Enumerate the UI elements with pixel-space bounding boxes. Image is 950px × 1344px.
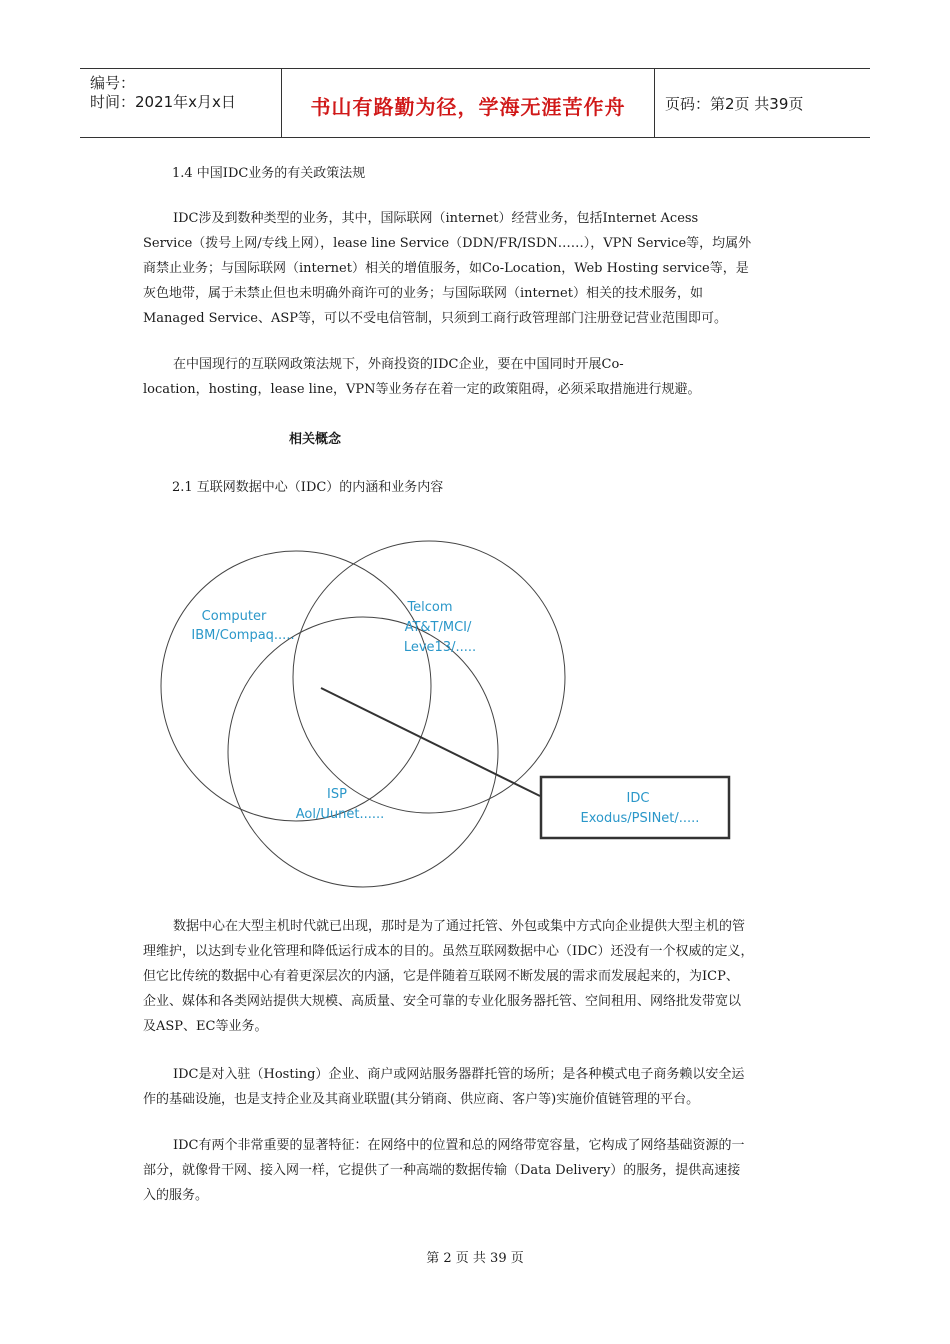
page-info: 页码：第2页 共39页 — [665, 95, 804, 113]
text-line: 商禁止业务；与国际联网（internet）相关的增值服务，如Co-Location，Web Hosting service等，是 — [143, 261, 749, 276]
isp-examples: Aol/Uunet...... — [295, 807, 385, 822]
telcom-circle — [293, 541, 565, 813]
text-line: 部分，就像骨干网、接入网一样，它提供了一种高端的数据传输（Data Delivery）的服务，提供高速接 — [143, 1163, 741, 1178]
text-line: IDC有两个非常重要的显著特征：在网络中的位置和总的网络带宽容量，它构成了网络基础资源的一 — [173, 1138, 745, 1153]
page-footer: 第 2 页 共 39 页 — [426, 1251, 524, 1266]
motto: 书山有路勤为径，学海无涯苦作舟 — [310, 95, 626, 119]
computer-circle — [161, 551, 431, 821]
number-label: 编号： — [90, 74, 136, 92]
text-line: 在中国现行的互联网政策法规下，外商投资的IDC企业，要在中国同时开展Co- — [173, 357, 624, 372]
paragraph-data-center-history — [143, 914, 813, 1039]
time-label: 时间：2021年x月x日 — [90, 93, 236, 111]
telcom-examples: AT&T/MCI/ — [404, 620, 472, 635]
text-line: Managed Service、ASP等，可以不受电信管制，只须到工商行政管理部门注册登记营业范围即可。 — [143, 311, 727, 326]
section-2-1-title: 2.1 互联网数据中心（IDC）的内涵和业务内容 — [172, 480, 444, 495]
text-line: 企业、媒体和各类网站提供大规模、高质量、安全可靠的专业化服务器托管、空间租用、网络批发带宽以 — [143, 994, 742, 1009]
paragraph-idc-features — [143, 1133, 813, 1208]
idc-box — [541, 777, 729, 838]
section-1-4-title: 1.4 中国IDC业务的有关政策法规 — [172, 166, 366, 181]
text-line: 但它比传统的数据中心有着更深层次的内涵，它是伴随着互联网不断发展的需求而发展起来的，为ICP、 — [143, 969, 739, 984]
computer-examples: IBM/Compaq..... — [191, 628, 295, 643]
idc-examples: Exodus/PSINet/..... — [580, 811, 700, 826]
text-line: 入的服务。 — [143, 1188, 209, 1203]
text-line: 灰色地带，属于未禁止但也未明确外商许可的业务；与国际联网（internet）相关的技术服务，如 — [143, 286, 703, 301]
text-line: location，hosting，lease line，VPN等业务存在着一定的政策阻碍，必须采取措施进行规避。 — [143, 382, 701, 397]
text-line: 理维护，以达到专业化管理和降低运行成本的目的。虽然互联网数据中心（IDC）还没有一个权威的定义， — [143, 944, 754, 959]
text-line: IDC是对入驻（Hosting）企业、商户或网站服务器群托管的场所；是各种模式电子商务赖以安全运 — [173, 1067, 745, 1082]
telcom-examples-cont: Leve13/..... — [403, 640, 477, 655]
text-line: 作的基础设施，也是支持企业及其商业联盟(其分销商、供应商、客户等)实施价值链管理的平台。 — [143, 1092, 700, 1107]
connector-line — [321, 688, 540, 796]
text-line: Service（拨号上网/专线上网），lease line Service（DDN/FR/ISDN……），VPN Service等，均属外 — [143, 236, 752, 251]
paragraph-idc-definition — [143, 1062, 813, 1112]
idc-label: IDC — [626, 791, 650, 806]
text-line: 及ASP、EC等业务。 — [143, 1019, 268, 1034]
text-line: 数据中心在大型主机时代就已出现，那时是为了通过托管、外包或集中方式向企业提供大型主机的管 — [173, 919, 746, 934]
isp-circle — [228, 617, 498, 887]
telcom-label: Telcom — [407, 600, 453, 615]
text-line: IDC涉及到数种类型的业务，其中，国际联网（internet）经营业务，包括Internet Acess — [173, 211, 699, 226]
computer-label: Computer — [201, 609, 267, 624]
related-concepts-title: 相关概念 — [289, 432, 342, 447]
isp-label: ISP — [327, 787, 347, 802]
